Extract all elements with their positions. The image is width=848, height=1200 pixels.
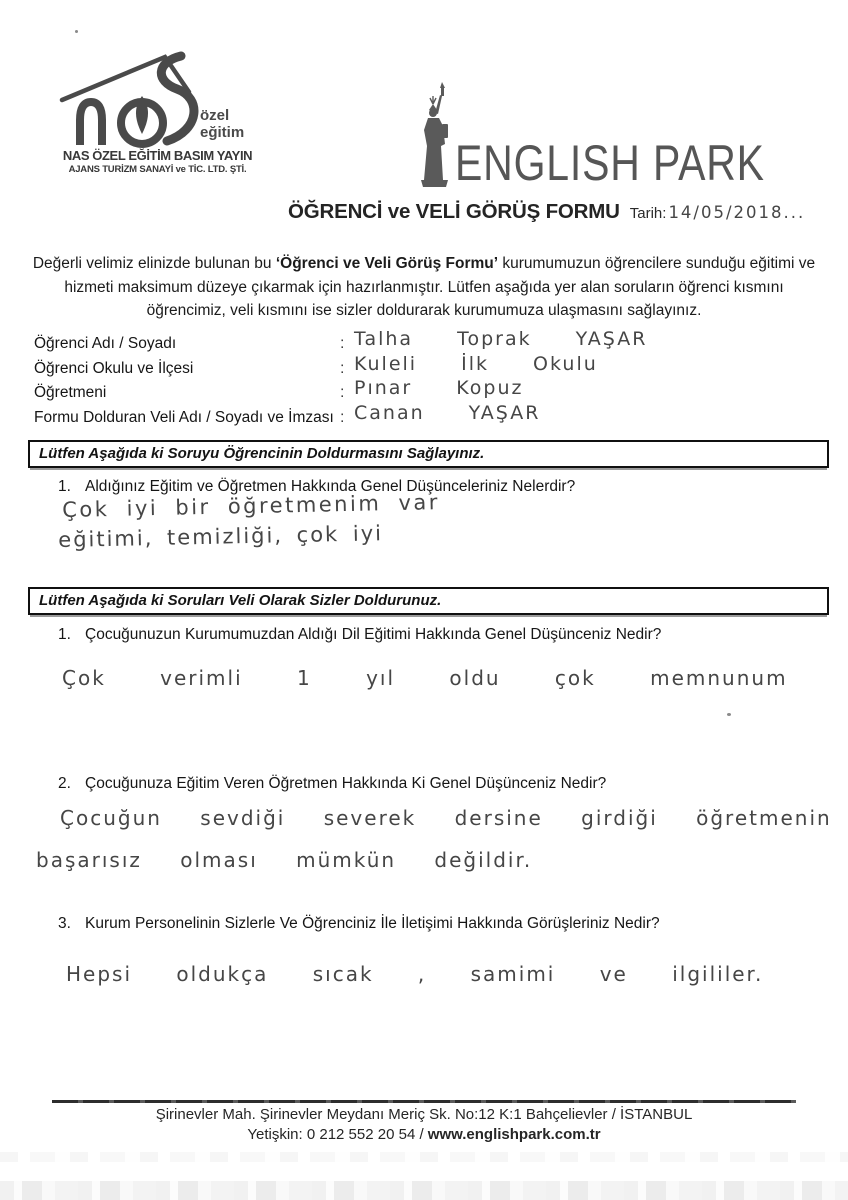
scan-noise-band [0,1181,848,1200]
form-title-row [288,200,805,224]
field-value-handwritten: Kuleli İlk Okulu [354,352,598,375]
scan-speck [75,30,78,33]
question-text: Çocuğunuzun Kurumumuzdan Aldığı Dil Eğitimi Hakkında Genel Düşünceniz Nedir? [85,626,662,643]
parent-question-3 [58,915,818,933]
field-label: Öğrenci Adı / Soyadı [34,335,177,352]
field-label: Formu Dolduran Veli Adı / Soyadı ve İmzası [34,408,334,426]
footer-website: www.englishpark.com.tr [427,1126,601,1143]
form-title: ÖĞRENCİ ve VELİ GÖRÜŞ FORMU [288,200,620,223]
student-answer-line2: eğitimi, temizliği, çok iyi [58,521,384,552]
nas-company-line2: AJANS TURİZM SANAYİ ve TİC. LTD. ŞTİ. [68,164,247,175]
parent-answer-3: Hepsi oldukça sıcak , samimi ve ilgililer. [66,962,764,986]
field-parent-name-signature [34,401,824,430]
intro-part1: Değerli velimiz elinizde bulunan bu [32,255,276,272]
field-value-handwritten: Pınar Kopuz [354,377,524,399]
field-label: Öğretmeni [34,384,107,401]
date-label: Tarih: [629,205,667,222]
question-number: 1. [58,478,71,495]
nas-tagline-ozel: özel [200,107,230,124]
field-colon: : [340,359,345,377]
field-value-handwritten: Talha Toprak YAŞAR [354,328,648,350]
question-text: Çocuğunuza Eğitim Veren Öğretmen Hakkında Ki Genel Düşünceniz Nedir? [85,775,607,792]
statue-of-liberty-icon [415,80,455,190]
scan-speck [727,713,731,716]
english-park-brand [415,80,815,190]
footer-phone: Yetişkin: 0 212 552 20 54 / [247,1126,424,1143]
student-info-fields [34,328,824,429]
question-number: 2. [58,775,71,792]
student-answer-line1: Çok iyi bir öğretmenim var [62,490,441,522]
field-student-name [34,328,824,356]
field-value-handwritten: Canan YAŞAR [354,401,541,424]
field-colon: : [340,384,345,401]
field-colon: : [340,335,345,352]
parent-answer-2-line2: başarısız olması mümkün değildir. [36,848,533,872]
parent-question-2 [58,775,818,793]
student-section-header: Lütfen Aşağıda ki Soruyu Öğrencinin Doldurmasını Sağlayınız. [28,440,829,468]
intro-paragraph [28,252,820,323]
date-value-handwritten: 14/05/2018... [668,203,806,222]
parent-answer-1: Çok verimli 1 yıl oldu çok memnunum [62,666,788,690]
parent-question-1 [58,626,818,644]
footer-divider [52,1100,796,1103]
footer-address: Şirinevler Mah. Şirinevler Meydanı Meriç Sk. No:12 K:1 Bahçelievler / İSTANBUL [155,1106,693,1123]
intro-bold-form-name: ‘Öğrenci ve Veli Görüş Formu’ [275,255,499,272]
field-colon: : [340,408,345,426]
nas-company-line1: NAS ÖZEL EĞİTİM BASIM YAYIN [62,148,253,163]
footer-contact [0,1126,848,1143]
field-teacher [34,377,824,405]
question-text: Kurum Personelinin Sizlerle Ve Öğrenciniz İle İletişimi Hakkında Görüşleriniz Nedir? [85,915,660,932]
field-label: Öğrenci Okulu ve İlçesi [34,359,194,377]
question-number: 1. [58,626,71,643]
nas-tagline-egitim: eğitim [200,124,245,141]
question-number: 3. [58,915,71,932]
intro-part2: kurumumuzun öğrencilere sunduğu eğitimi ve hizmeti maksimum düzeye çıkarmak için hazırlanmıştır. Lütfen aşağıda yer alan soruların öğrenci kısmını öğrencimiz, veli kısmını ise sizler doldurarak kurumumuza ulaşmasını sağlayınız. [64,255,816,319]
scan-noise-band-light [0,1152,848,1162]
brand-name: ENGLISH PARK [455,135,765,191]
parent-section-header: Lütfen Aşağıda ki Soruları Veli Olarak Sizler Doldurunuz. [28,587,829,615]
nas-logo [50,48,265,183]
parent-answer-2-line1: Çocuğun sevdiği severek dersine girdiği öğretmenin [60,806,832,830]
question-text: Aldığınız Eğitim ve Öğretmen Hakkında Genel Düşünceleriniz Nelerdir? [85,478,576,495]
